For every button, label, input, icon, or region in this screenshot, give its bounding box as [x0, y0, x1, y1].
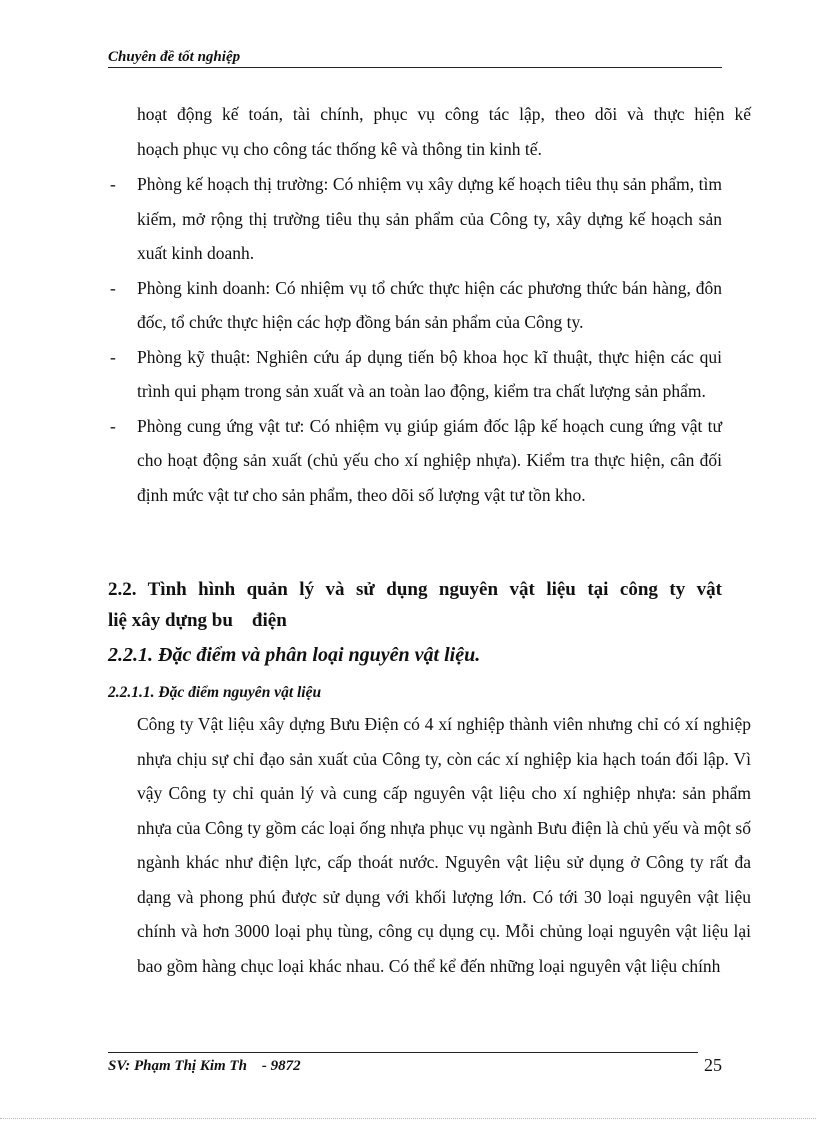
section-heading-2-2 — [108, 574, 722, 636]
page-edge-divider — [0, 1118, 816, 1119]
footer-author: SV: Phạm Thị Kim Th - 9872 — [108, 1058, 301, 1074]
section-heading-line-1: 2.2. Tình hình quản lý và sử dụng nguyên vật liệu tại công ty vật — [108, 579, 722, 600]
intro-line-1: hoạt động kế toán, tài chính, phục vụ công tác lập, theo dõi và thực hiện kế — [137, 104, 751, 124]
section-heading-2-2-1: 2.2.1. Đặc điểm và phân loại nguyên vật liệu. — [108, 644, 481, 666]
bullet-dash: - — [110, 415, 116, 436]
bullet-text: Phòng cung ứng vật tư: Có nhiệm vụ giúp giám đốc lập kế hoạch cung ứng vật tư cho hoạt động sản xuất (chủ yếu cho xí nghiệp nhựa). Kiểm tra thực hiện, cân đối định mức vật tư cho sản phẩm, theo dõi số lượng vật tư tồn kho. — [137, 415, 722, 505]
bullet-text: Phòng kế hoạch thị trường: Có nhiệm vụ xây dựng kế hoạch tiêu thụ sản phẩm, tìm kiếm, mở rộng thị trường tiêu thụ sản phẩm của Công ty, xây dựng kế hoạch sản xuất kinh doanh. — [137, 174, 722, 263]
section-heading-2-2-1-1: 2.2.1.1. Đặc điểm nguyên vật liệu — [108, 684, 322, 701]
section-heading-line-2: liệ xây dựng bu điện — [108, 610, 287, 631]
list-item — [108, 409, 722, 513]
bullet-dash: - — [110, 174, 116, 194]
department-list — [108, 167, 722, 512]
running-header: Chuyên đề tốt nghiệp — [108, 48, 722, 68]
paragraph-text: Công ty Vật liệu xây dựng Bưu Điện có 4 xí nghiệp thành viên nhưng chỉ có xí nghiệp nhựa chịu sự chỉ đạo sản xuất của Công ty, còn các xí nghiệp kia hạch toán đối lập. Vì vậy Công ty chỉ quản lý và cung cấp nguyên vật liệu cho xí nghiệp nhựa: sản phẩm nhựa của Công ty gồm các loại ống nhựa phục vụ ngành Bưu điện là chủ yếu và một số ngành khác như điện lực, cấp thoát nước. Nguyên vật liệu sử dụng ở Công ty rất đa dạng và phong phú được sử dụng với khối lượng lớn. Có tới 30 loại nguyên vật liệu chính và hơn 3000 loại phụ tùng, công cụ dụng cụ. Mỗi chủng loại nguyên vật liệu lại bao gồm hàng chục loại khác nhau. Có thể kể đến những loại nguyên vật liệu chính — [137, 714, 751, 976]
list-item — [108, 167, 722, 271]
intro-paragraph — [108, 97, 751, 166]
list-item — [108, 340, 722, 409]
bullet-dash: - — [110, 277, 116, 298]
list-item — [108, 271, 722, 340]
bullet-text: Phòng kinh doanh: Có nhiệm vụ tổ chức thực hiện các phương thức bán hàng, đôn đốc, tổ chức thực hiện các hợp đồng bán sản phẩm của Công ty. — [137, 277, 722, 332]
page-number: 25 — [704, 1055, 722, 1075]
body-paragraph — [108, 707, 751, 983]
bullet-text: Phòng kỹ thuật: Nghiên cứu áp dụng tiến bộ khoa học kĩ thuật, thực hiện các qui trình qui phạm trong sản xuất và an toàn lao động, kiểm tra chất lượng sản phẩm. — [137, 346, 722, 401]
bullet-dash: - — [110, 346, 116, 367]
intro-line-2: hoạch phục vụ cho công tác thống kê và thông tin kinh tế. — [137, 138, 542, 159]
footer-rule — [108, 1052, 698, 1053]
